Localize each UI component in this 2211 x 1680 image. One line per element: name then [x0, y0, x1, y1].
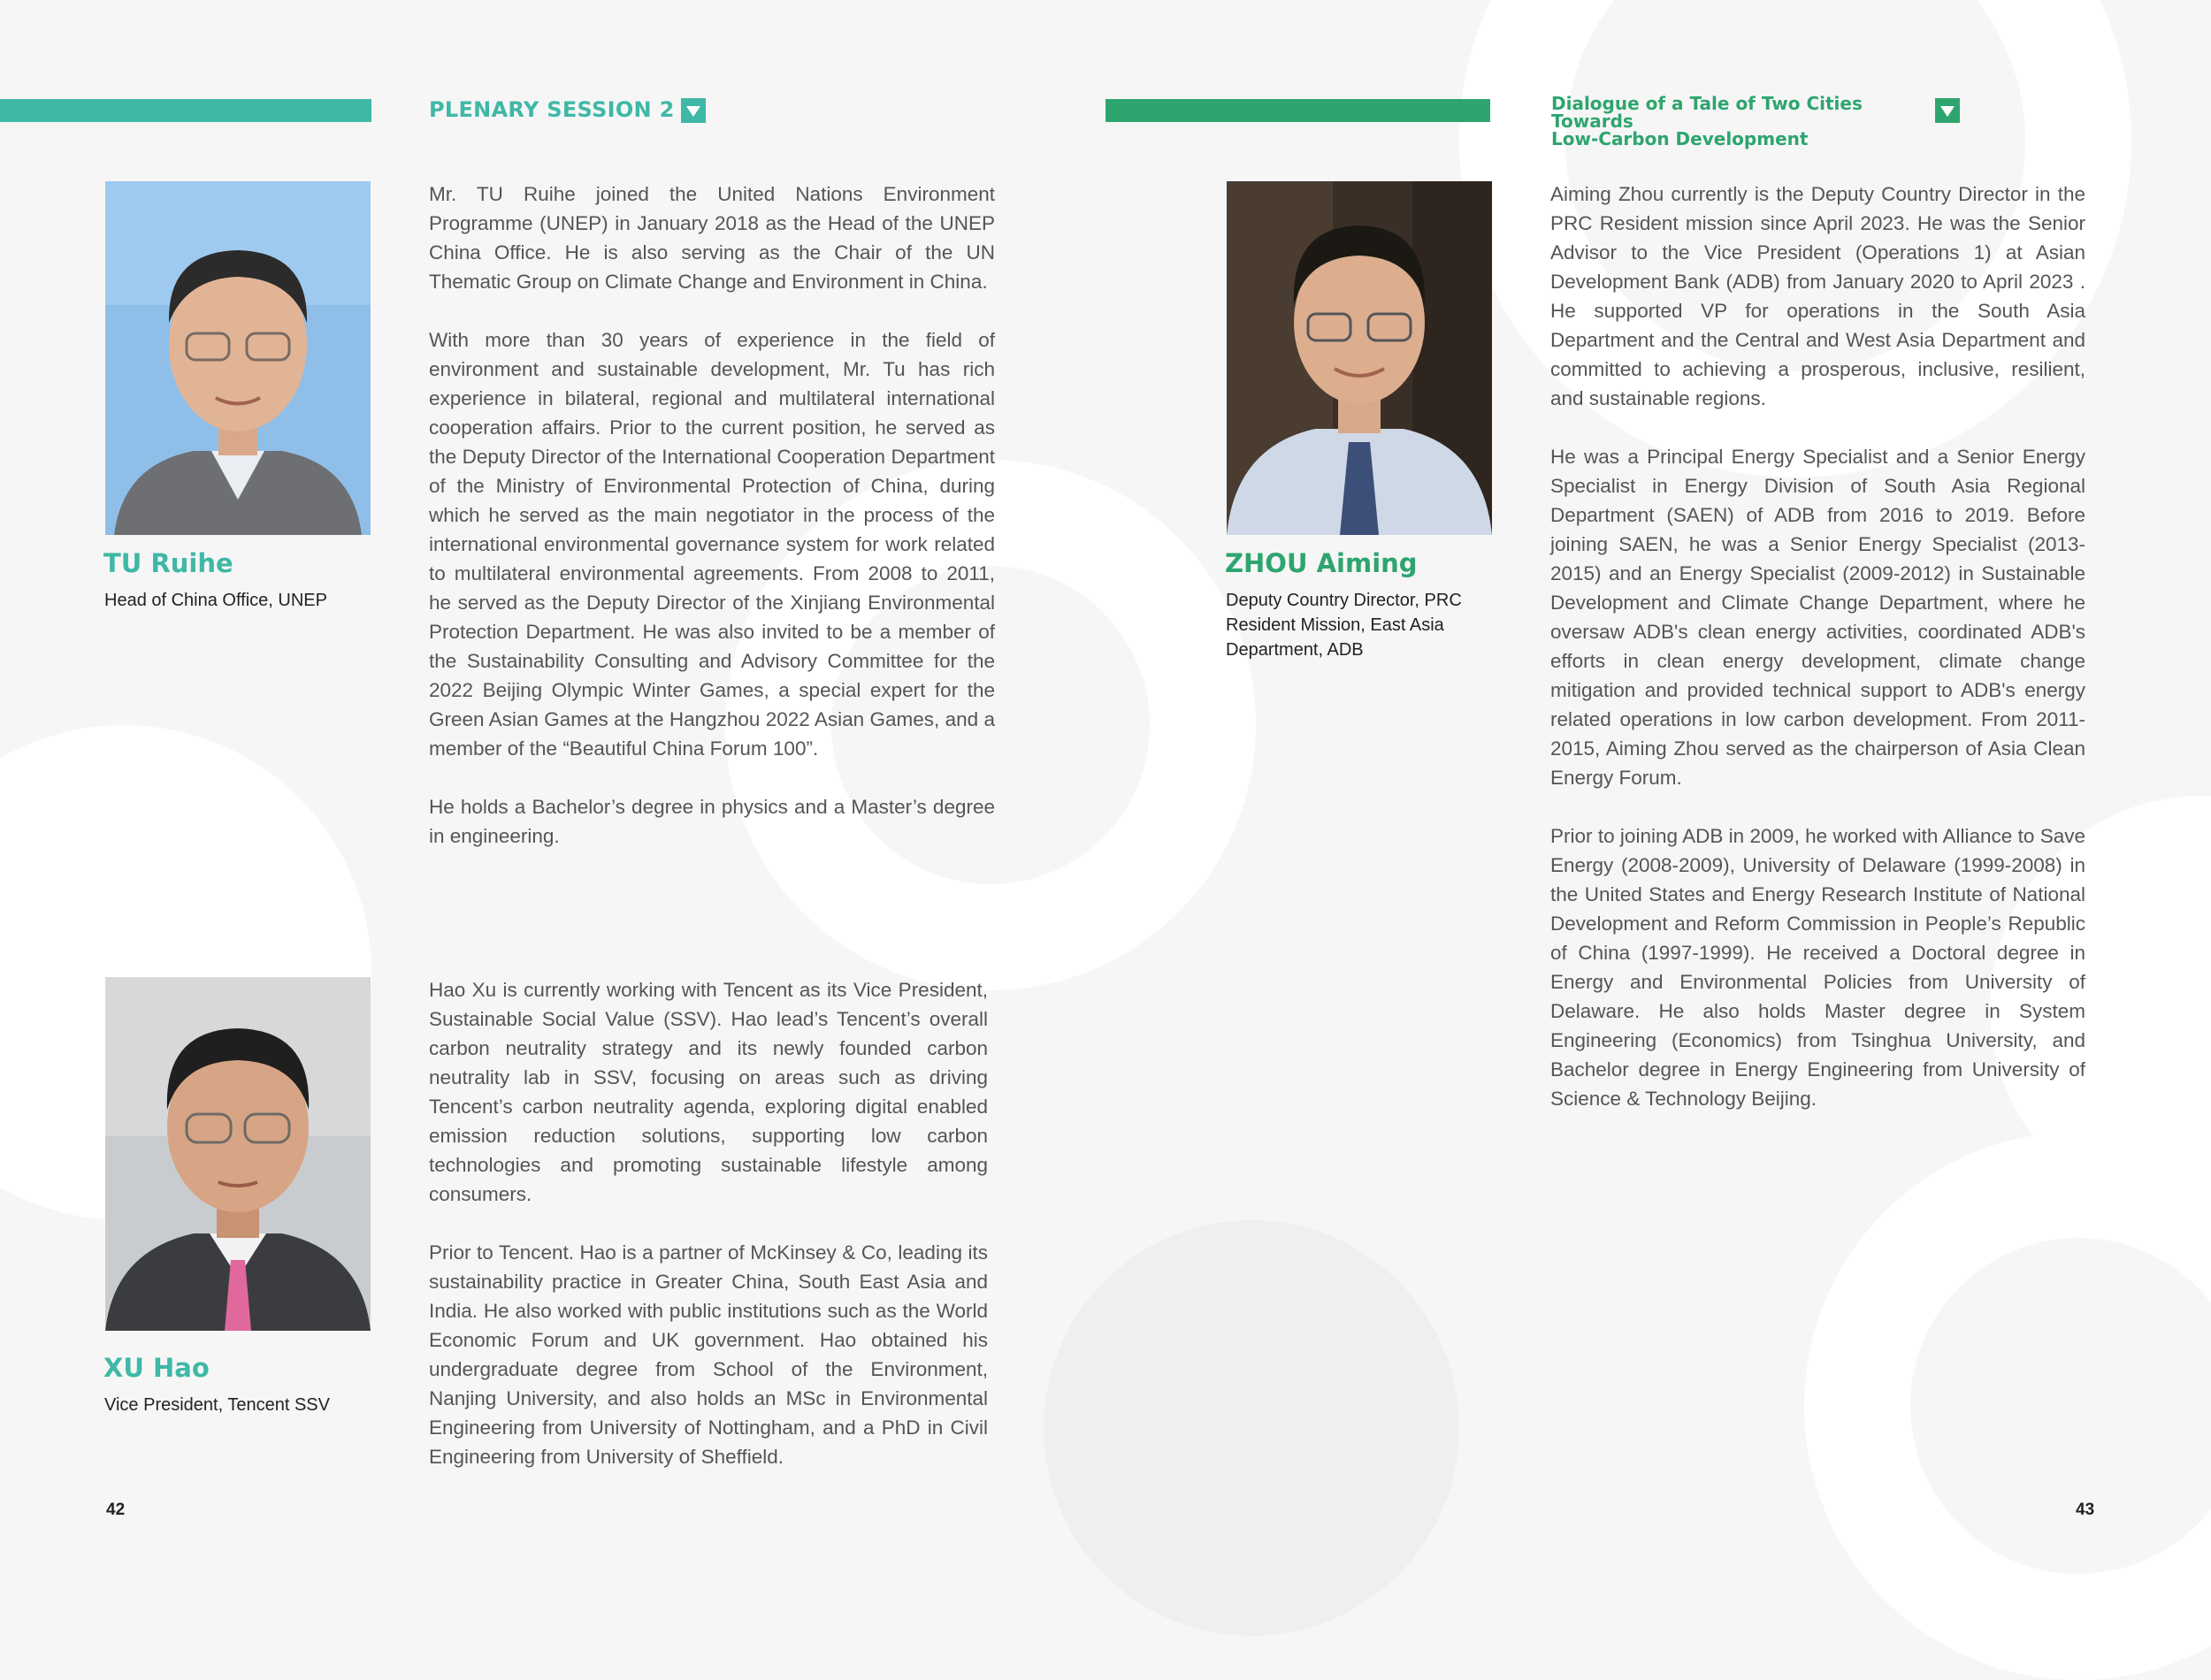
header-accent-bar — [1106, 99, 1490, 122]
speaker-name: ZHOU Aiming — [1225, 548, 1418, 578]
bio-paragraph: He was a Principal Energy Specialist and a Senior Energy Specialist in Energy Division of South Asia Regional Department (SAEN) of ADB from 2016 to 2019. Before joining SAEN, he was a Senior Energy Specialist (2013-2015) and an Energy Specialist (2009-2012) in Sustainable Development and Climate Change Department, where he oversaw ADB's clean energy activities, coordinated ADB's efforts in clean energy development, climate change mitigation and provided technical support to ADB's energy related operations in low carbon development. From 2011-2015, Aiming Zhou served as the chairperson of Asia Clean Energy Forum. — [1550, 446, 2085, 789]
down-triangle-icon — [1935, 98, 1960, 123]
speaker-role: Deputy Country Director, PRC Resident Mission, East Asia Department, ADB — [1226, 591, 1462, 660]
speaker-photo — [105, 181, 371, 535]
session-title — [1551, 95, 1923, 148]
speaker-role: Head of China Office, UNEP — [104, 591, 327, 610]
down-triangle-icon — [681, 98, 706, 123]
right-page — [1106, 0, 2211, 1593]
speaker-role: Vice President, Tencent SSV — [104, 1395, 330, 1415]
bio-paragraph: Prior to joining ADB in 2009, he worked with Alliance to Save Energy (2008-2009), University of Delaware (1999-2008) in the United States and Energy Research Institute of National Development and Reform Commission in People’s Republic of China (1997-1999). He received a Doctoral degree in Energy and Environmental Policies from University of Delaware. He also holds Master degree in System Engineering (Economics) from Tsinghua University, and Bachelor degree in Energy Engineering from University of Science & Technology Beijing. — [1550, 825, 2085, 1110]
speaker-photo — [1227, 181, 1492, 535]
speaker-bio — [429, 179, 995, 851]
bio-paragraph: He holds a Bachelor’s degree in physics and a Master’s degree in engineering. — [429, 796, 995, 847]
bio-paragraph: Mr. TU Ruihe joined the United Nations Environment Programme (UNEP) in January 2018 as the Head of the UNEP China Office. He is also serving as the Chair of the UN Thematic Group on Climate Change and Environment in China. — [429, 183, 995, 293]
speaker-name: XU Hao — [103, 1353, 210, 1383]
bio-paragraph: Aiming Zhou currently is the Deputy Country Director in the PRC Resident mission since April 2023. He was the Senior Advisor to the Vice President (Operations 1) at Asian Development Bank (ADB) from January 2020 to April 2023 . He supported VP for operations in the South Asia Department and the Central and West Asia Department and committed to achieving a prosperous, inclusive, resilient, and sustainable regions. — [1550, 183, 2085, 409]
header-accent-bar — [0, 99, 371, 122]
session-title: PLENARY SESSION 2 — [429, 97, 675, 122]
bio-paragraph: Prior to Tencent. Hao is a partner of McKinsey & Co, leading its sustainability practice in Greater China, South East Asia and India. He also worked with public institutions such as the World Economic Forum and UK government. Hao obtained his undergraduate degree from School of the Environment, Nanjing University, and also holds an MSc in Environmental Engineering from University of Nottingham, and a PhD in Civil Engineering from University of Sheffield. — [429, 1241, 988, 1468]
bio-paragraph: Hao Xu is currently working with Tencent as its Vice President, Sustainable Social Value (SSV). Hao lead’s Tencent’s overall carbon neutrality strategy and its newly founded carbon neutrality lab in SSV, focusing on areas such as driving Tencent’s carbon neutrality agenda, exploring digital enabled emission reduction solutions, supporting low carbon technologies and promoting sustainable lifestyle among consumers. — [429, 979, 988, 1205]
left-page — [0, 0, 1106, 1593]
page-number: 42 — [106, 1501, 126, 1519]
session-title-line: Dialogue of a Tale of Two Cities Towards — [1551, 93, 1863, 132]
speaker-bio — [1550, 179, 2085, 1113]
session-title-line: Low-Carbon Development — [1551, 128, 1809, 149]
speaker-name: TU Ruihe — [103, 548, 233, 578]
bio-paragraph: With more than 30 years of experience in the field of environment and sustainable development, Mr. Tu has rich experience in bilateral, regional and multilateral international cooperation affairs. Prior to the current position, he served as the Deputy Director of the International Cooperation Department of the Ministry of Environmental Protection of China, during which he served as the main negotiator in the process of the international environmental governance system for work related to multilateral environmental agreements. From 2008 to 2011, he served as the Deputy Director of the Xinjiang Environmental Protection Department. He was also invited to be a member of the Sustainability Consulting and Advisory Committee for the 2022 Beijing Olympic Winter Games, a special expert for the Green Asian Games at the Hangzhou 2022 Asian Games, and a member of the “Beautiful China Forum 100”. — [429, 329, 995, 760]
speaker-bio — [429, 975, 988, 1471]
page-number: 43 — [2076, 1501, 2095, 1519]
speaker-photo — [105, 977, 371, 1331]
